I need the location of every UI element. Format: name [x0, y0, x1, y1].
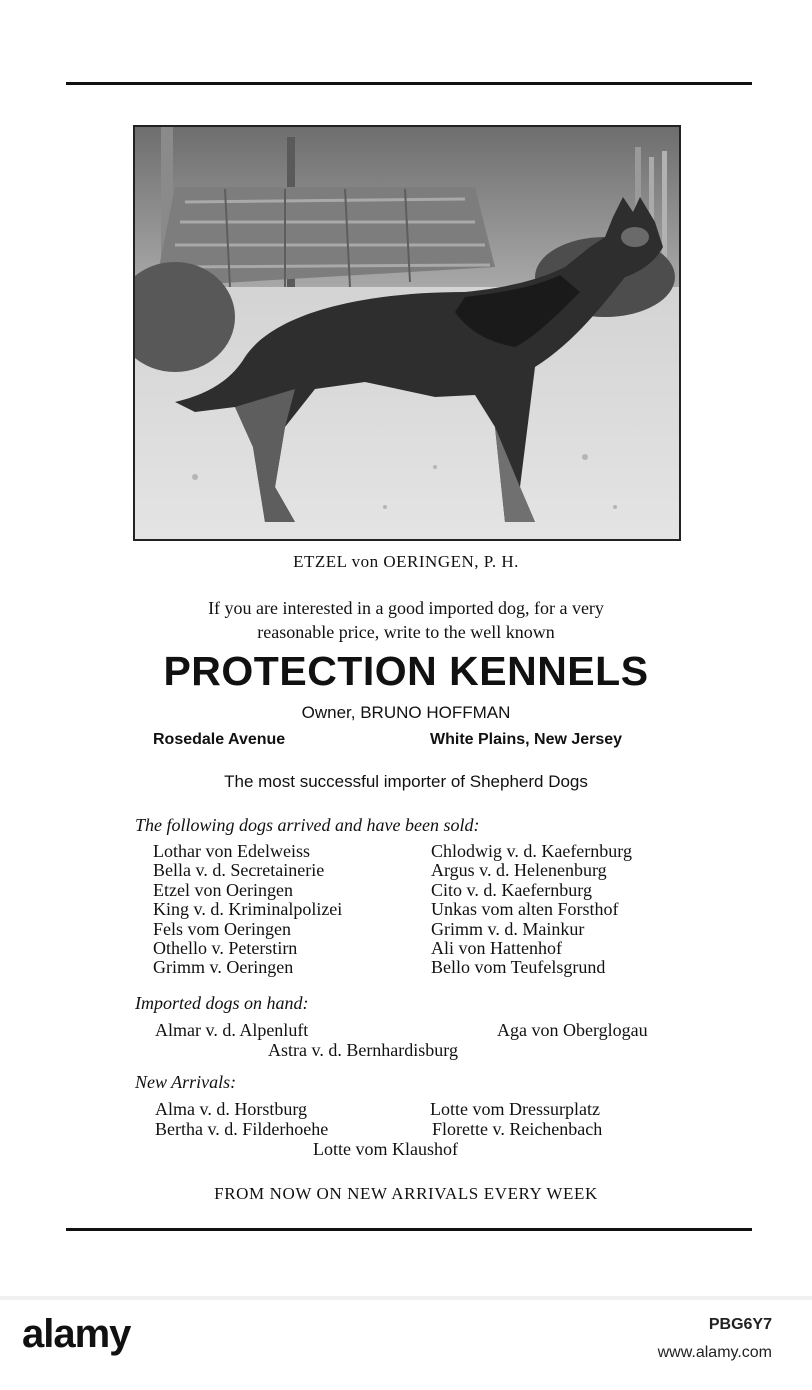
site-url: www.alamy.com: [657, 1344, 772, 1361]
list-item: Cito v. d. Kaefernburg: [431, 879, 592, 900]
address-street: Rosedale Avenue: [153, 731, 286, 748]
list-item: King v. d. Kriminalpolizei: [153, 899, 343, 920]
list-item: Etzel von Oeringen: [153, 879, 293, 900]
list-item: Ali von Hattenhof: [431, 938, 562, 959]
list-item: Othello v. Peterstirn: [153, 938, 298, 959]
list-item: Chlodwig v. d. Kaefernburg: [431, 841, 632, 861]
on-hand-dog: Aga von Oberglogau: [497, 1020, 648, 1040]
new-arrival-dog: Bertha v. d. Filderhoehe: [155, 1119, 329, 1139]
dog-illustration: [135, 127, 679, 539]
sold-list-left: [153, 842, 342, 978]
list-item: Bello vom Teufelsgrund: [431, 957, 606, 978]
kennel-owner: Owner, BRUNO HOFFMAN: [301, 703, 511, 722]
list-item: Fels vom Oeringen: [153, 918, 291, 939]
list-item: Bella v. d. Secretainerie: [153, 860, 325, 881]
on-hand-dog: Almar v. d. Alpenluft: [155, 1020, 309, 1040]
bottom-rule: [66, 1228, 752, 1231]
list-item: Unkas vom alten Forsthof: [431, 899, 619, 920]
kennel-name: PROTECTION KENNELS: [163, 648, 649, 694]
intro-line-2: reasonable price, write to the well known: [257, 622, 555, 642]
brand-logo: alamy: [22, 1312, 131, 1356]
image-info: [658, 1316, 772, 1362]
image-code: PBG6Y7: [708, 1316, 772, 1333]
list-item: Argus v. d. Helenenburg: [431, 860, 607, 881]
new-arrival-dog: Alma v. d. Horstburg: [155, 1099, 307, 1119]
footer-note: FROM NOW ON NEW ARRIVALS EVERY WEEK: [214, 1184, 598, 1203]
list-item: Grimm v. d. Mainkur: [431, 918, 585, 939]
photo-caption: ETZEL von OERINGEN, P. H.: [293, 552, 519, 571]
on-hand-heading: Imported dogs on hand:: [135, 993, 309, 1013]
kennel-tagline: The most successful importer of Shepherd Dogs: [224, 772, 588, 791]
new-arrival-dog: Florette v. Reichenbach: [432, 1119, 603, 1139]
sold-list-right: [431, 842, 632, 978]
list-item: Grimm v. Oeringen: [153, 957, 294, 978]
new-arrivals-heading: New Arrivals:: [135, 1072, 237, 1092]
intro-line-1: If you are interested in a good imported dog, for a very: [208, 598, 604, 618]
top-rule: [66, 82, 752, 85]
new-arrival-dog: Lotte vom Klaushof: [313, 1139, 458, 1159]
sold-heading: The following dogs arrived and have been sold:: [135, 815, 480, 835]
dog-photo: [133, 125, 681, 541]
list-item: Lothar von Edelweiss: [153, 841, 310, 861]
address-city: White Plains, New Jersey: [430, 731, 623, 748]
on-hand-dog: Astra v. d. Bernhardisburg: [268, 1040, 458, 1060]
new-arrival-dog: Lotte vom Dressurplatz: [430, 1099, 600, 1119]
